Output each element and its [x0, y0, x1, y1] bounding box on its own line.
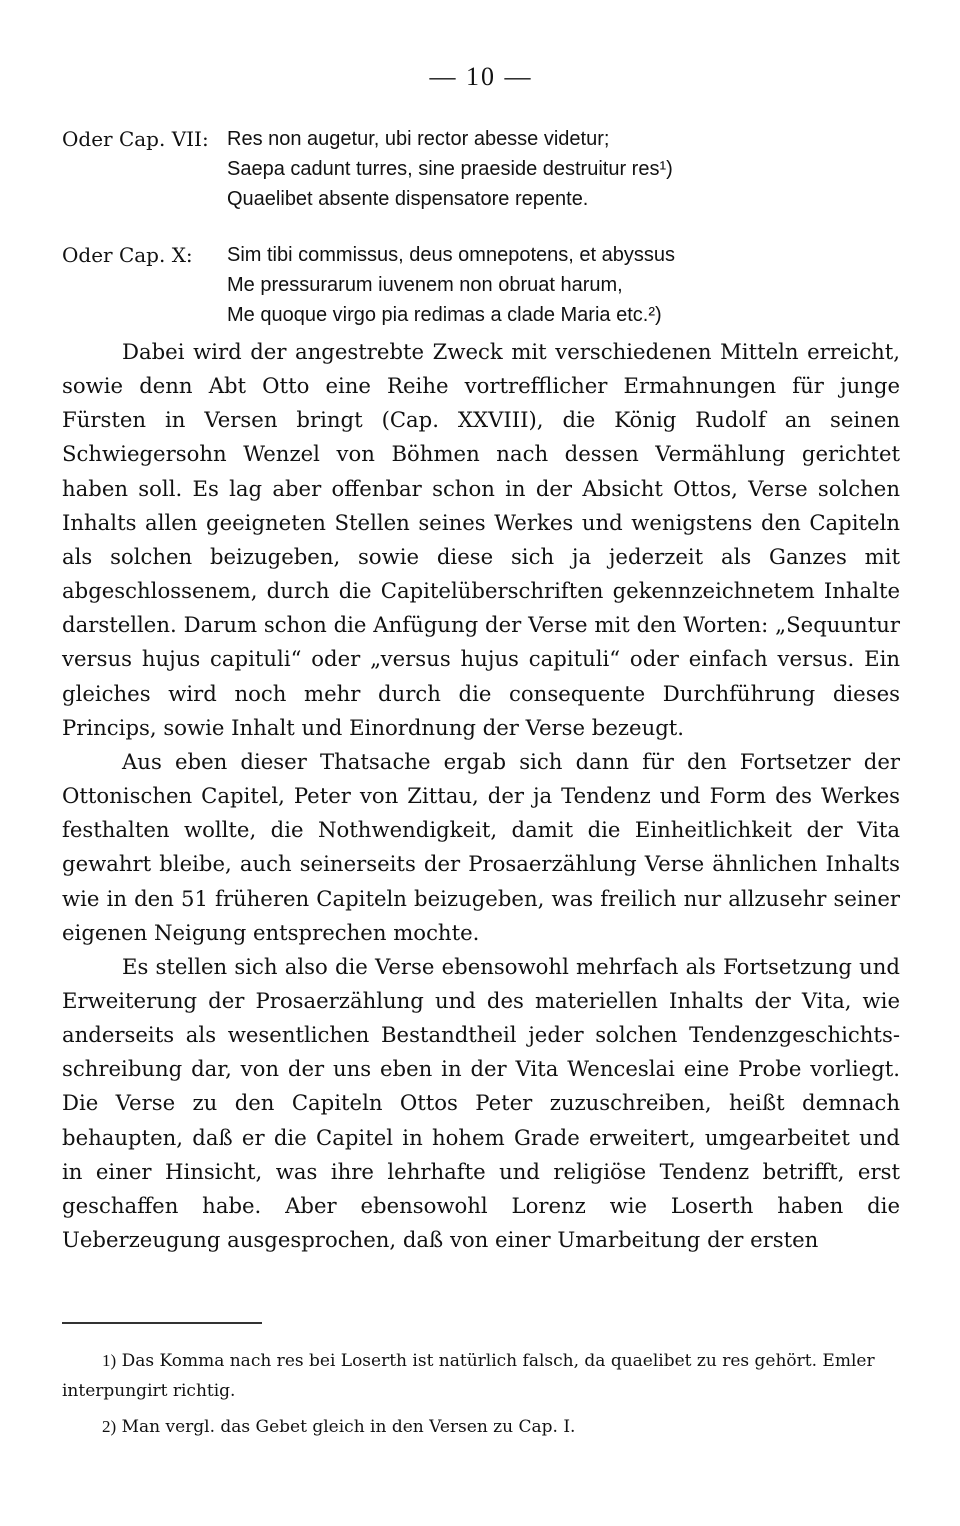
paragraph: Es stellen sich also die Verse ebensowohl mehrfach als Fortsetzung und Erweiterung der Prosaerzählung und des materiellen Inhalts der Vita, wie anderseits als wesentlichen Bestandtheil jeder solchen Tendenzgeschichtsschreibung dar, von der uns eben in der Vita Wenceslai eine Probe vorliegt. Die Verse zu den Capiteln Ottos Peter zuzuschreiben, heißt demnach behaupten, daß er die Capitel in hohem Grade erweitert, umgearbeitet und in einer Hinsicht, was ihre lehrhafte und religiöse Tendenz betrifft, erst geschaffen habe. Aber ebensowohl Lorenz wie Loserth haben die Ueberzeugung ausgesprochen, daß von einer Umarbeitung der ersten: [62, 953, 900, 1253]
page-number: — 10 —: [429, 62, 533, 91]
verse-line: Me pressurarum iuvenem non obruat harum,: [227, 274, 623, 296]
paragraph: Dabei wird der angestrebte Zweck mit verschiedenen Mitteln erreicht, sowie denn Abt Otto eine Reihe vortrefflicher Ermahnungen für junge Fürsten in Versen bringt (Cap. XXVIII), die König Rudolf an seinen Schwiegersohn Wenzel von Böhmen nach dessen Vermählung gerichtet haben soll. Es lag aber offenbar schon in der Absicht Ottos, Verse solchen Inhalts allen geeigneten Stellen seines Werkes und wenigstens den Capiteln als solchen beizugeben, sowie diese sich ja jederzeit als Ganzes mit abgeschlossenem, durch die Capitelüberschriften gekennzeichnetem Inhalte darstellen. Darum schon die Anfügung der Verse mit den Worten: „Sequuntur versus hujus capituli“ oder „versus hujus capituli“ oder einfach versus. Ein gleiches wird noch mehr durch die consequente Durchführung dieses Princips, sowie Inhalt und Einordnung der Verse bezeugt.: [62, 339, 900, 740]
verse-line: Sim tibi commissus, deus omnepotens, et abyssus: [227, 244, 675, 266]
verse-line: Res non augetur, ubi rector abesse videtur;: [227, 128, 610, 150]
verse-line: Quaelibet absente dispensatore repente.: [227, 188, 589, 210]
verse-label: Oder Cap. X:: [62, 243, 193, 267]
footnotes: [62, 1346, 900, 1448]
footnote-text: Das Komma nach res bei Loserth ist natürlich falsch, da quaelibet zu res gehört. Emler interpungirt richtig.: [62, 1351, 875, 1401]
verse-group-cap-x: [62, 240, 900, 330]
verse-line: Saepa cadunt turres, sine praeside destruitur res¹): [227, 158, 673, 180]
footnote-mark: 1): [102, 1351, 117, 1370]
paragraph: Aus eben dieser Thatsache ergab sich dann für den Fortsetzer der Ottonischen Capitel, Peter von Zittau, der ja Tendenz und Form des Werkes festhalten wollte, die Nothwendigkeit, damit die Einheitlichkeit der Vita gewahrt bleibe, auch seinerseits der Prosaerzählung Verse ähnlichen Inhalts wie in den 51 früheren Capiteln beizugeben, was freilich nur allzusehr seiner eigenen Neigung entsprechen mochte.: [62, 748, 900, 945]
verse-lines: [227, 124, 900, 214]
verse-lines: [227, 240, 900, 330]
footnote-rule: [62, 1322, 262, 1324]
footnote: [62, 1412, 900, 1442]
body-text: [62, 335, 900, 1257]
footnote-text: Man vergl. das Gebet gleich in den Versen zu Cap. I.: [121, 1417, 576, 1437]
verse-line: Me quoque virgo pia redimas a clade Maria etc.²): [227, 304, 662, 326]
footnote-mark: 2): [102, 1417, 117, 1436]
verse-group-cap-vii: [62, 124, 900, 214]
verse-quotations: [62, 124, 900, 356]
footnote: [62, 1346, 900, 1406]
verse-label: Oder Cap. VII:: [62, 127, 209, 151]
